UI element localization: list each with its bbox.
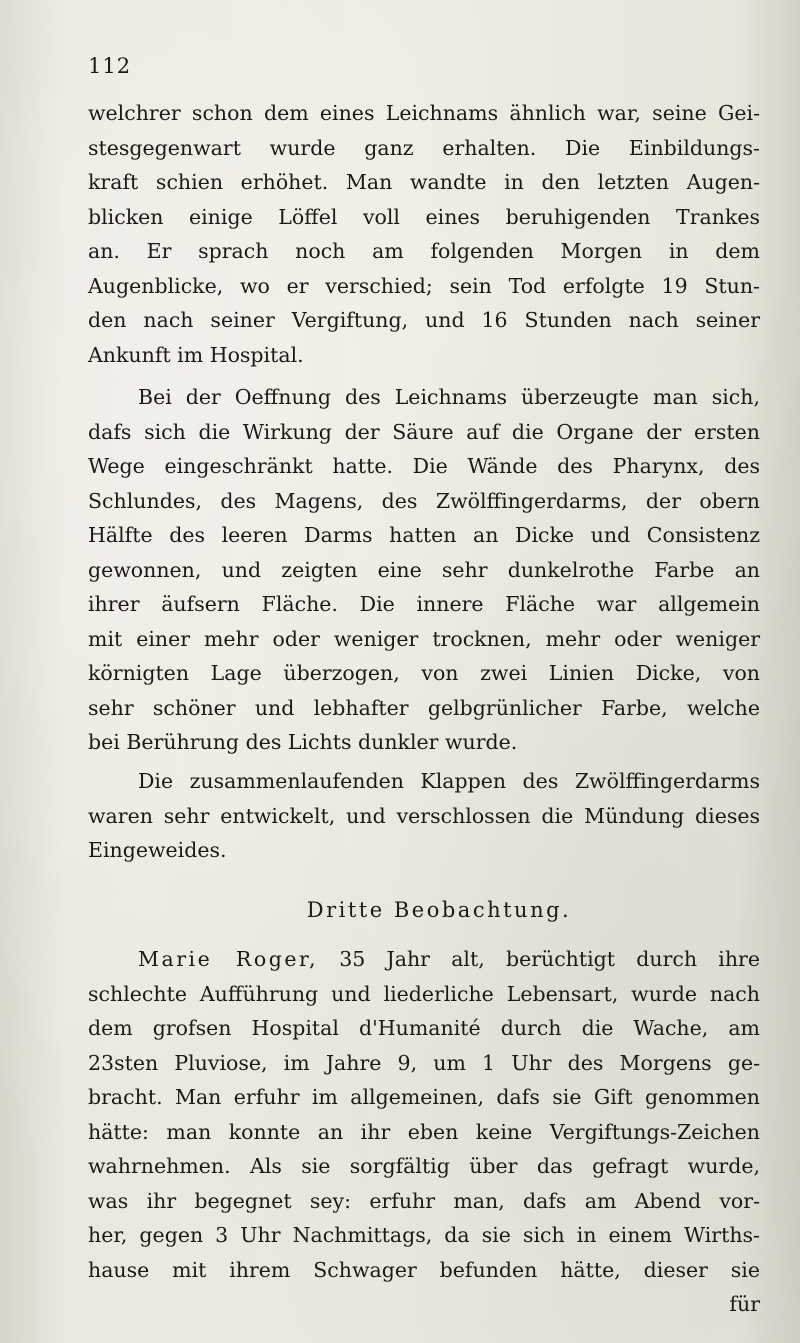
paragraph-1 (88, 96, 760, 372)
text-line: Hälfte des leeren Darms hatten an Dicke und Consistenz (88, 523, 760, 547)
text-line: hätte: man konnte an ihr eben keine Vergiftungs-Zeichen (88, 1119, 760, 1144)
text-line-rest: 35 Jahr alt, berüchtigt durch ihre (339, 947, 760, 971)
text-line: gewonnen, und zeigten eine sehr dunkelrothe Farbe an (88, 557, 760, 582)
text-line: bracht. Man erfuhr im allgemeinen, dafs sie Gift genommen (88, 1085, 760, 1109)
paragraph-3 (88, 764, 760, 868)
text-line: an. Er sprach noch am folgenden Morgen in dem (88, 239, 760, 263)
paragraph-2 (88, 380, 760, 760)
text-line: sehr schöner und lebhafter gelbgrünlicher Farbe, welche (88, 695, 760, 720)
text-line: Bei der Oeffnung des Leichnams überzeugte man sich, (138, 385, 760, 409)
text-line: dafs sich die Wirkung der Säure auf die Organe der ersten (88, 419, 760, 444)
person-name: Marie Roger, (138, 947, 319, 971)
text-line: her, gegen 3 Uhr Nachmittags, da sie sich in einem Wirths- (88, 1223, 760, 1247)
text-line: Augenblicke, wo er verschied; sein Tod erfolgte 19 Stun- (88, 273, 760, 298)
text-line: stesgegenwart wurde ganz erhalten. Die Einbildungs- (88, 135, 760, 160)
text-line: bei Berührung des Lichts dunkler wurde. (88, 730, 518, 754)
text-line-first (88, 942, 760, 977)
text-line: Ankunft im Hospital. (88, 342, 304, 367)
text-line: 23sten Pluviose, im Jahre 9, um 1 Uhr des Morgens ge- (88, 1050, 760, 1075)
text-line: Wege eingeschränkt hatte. Die Wände des Pharynx, des (88, 454, 760, 478)
text-line: welchrer schon dem eines Leichnams ähnlich war, seine Gei- (88, 101, 760, 125)
text-line: blicken einige Löffel voll eines beruhigenden Trankes (88, 204, 760, 229)
paragraph-4 (88, 942, 760, 1287)
text-line: ihrer äufsern Fläche. Die innere Fläche war allgemein (88, 592, 760, 616)
text-line: waren sehr entwickelt, und verschlossen die Mündung dieses (88, 803, 760, 828)
text-line: dem grofsen Hospital d'Humanité durch die Wache, am (88, 1016, 760, 1040)
text-line: Eingeweides. (88, 838, 227, 862)
text-line: kraft schien erhöhet. Man wandte in den letzten Augen- (88, 170, 760, 194)
text-line: körnigten Lage überzogen, von zwei Linien Dicke, von (88, 661, 760, 685)
text-line: Schlundes, des Magens, des Zwölffingerdarms, der obern (88, 488, 760, 513)
text-line: Die zusammenlaufenden Klappen des Zwölffingerdarms (138, 769, 760, 793)
text-line: was ihr begegnet sey: erfuhr man, dafs am Abend vor- (88, 1188, 760, 1213)
catchword: für (729, 1292, 760, 1316)
text-line: mit einer mehr oder weniger trocknen, mehr oder weniger (88, 626, 760, 651)
text-line: den nach seiner Vergiftung, und 16 Stunden nach seiner (88, 308, 760, 332)
text-line: schlechte Aufführung und liederliche Lebensart, wurde nach (88, 981, 760, 1006)
page-number: 112 (88, 54, 132, 78)
text-line: hause mit ihrem Schwager befunden hätte, dieser sie (88, 1257, 760, 1282)
text-line: wahrnehmen. Als sie sorgfältig über das gefragt wurde, (88, 1154, 760, 1178)
section-heading: Dritte Beobachtung. (306, 898, 572, 922)
